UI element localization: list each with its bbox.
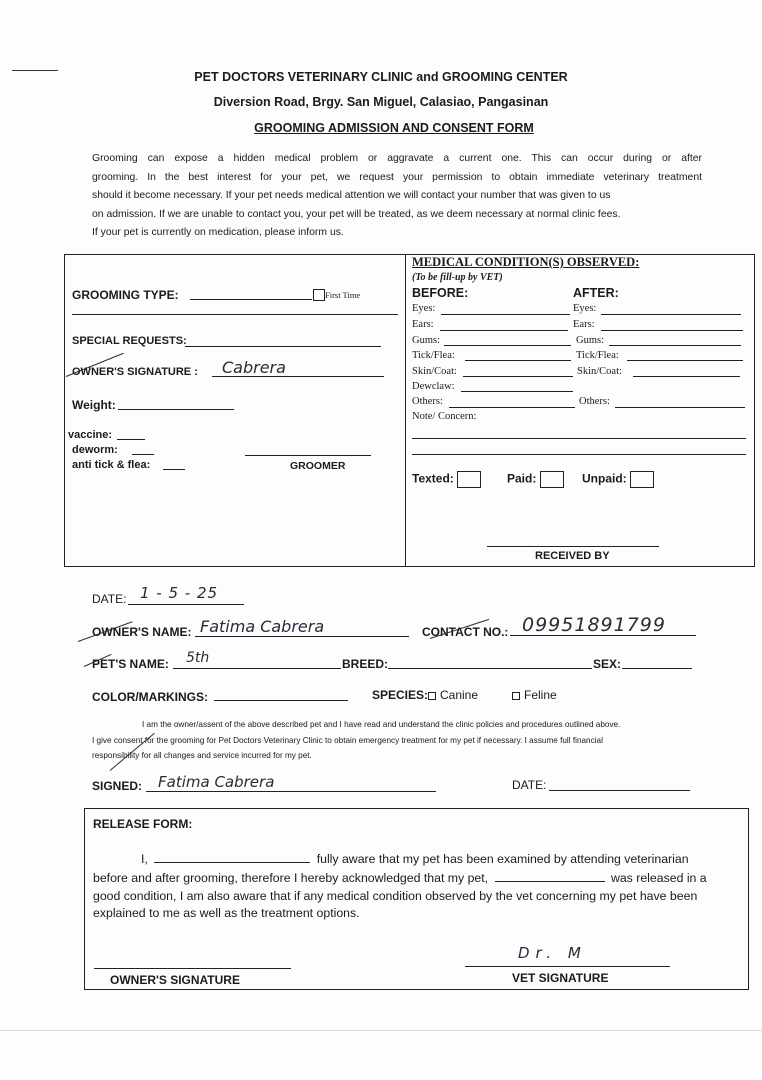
before-item: Tick/Flea: <box>412 350 455 361</box>
clinic-address: Diversion Road, Brgy. San Miguel, Calasiao, Pangasinan <box>213 95 549 109</box>
contact-field[interactable] <box>510 635 696 636</box>
intro-line: on admission. If we are unable to contact you, your pet will be treated, as we deem necessary at normal clinic fees. <box>92 208 621 220</box>
feline-label: Feline <box>524 688 557 702</box>
after-item: Skin/Coat: <box>577 366 622 377</box>
pet-name-value: 5th <box>186 650 210 666</box>
release-text: before and after grooming, therefore I hereby acknowledged that my pet, <box>93 870 489 885</box>
owner-signature-release-label: OWNER'S SIGNATURE <box>110 973 240 987</box>
vaccine-label: vaccine: <box>68 429 113 441</box>
after-tick-field[interactable] <box>627 360 743 361</box>
note-field-2[interactable] <box>412 454 746 455</box>
owner-name-field[interactable] <box>195 636 409 637</box>
before-item: Eyes: <box>412 303 436 314</box>
pet-name-label: PET'S NAME: <box>92 657 169 671</box>
grooming-type-field-2[interactable] <box>72 314 398 315</box>
vet-signature-label: VET SIGNATURE <box>512 971 609 985</box>
unpaid-checkbox[interactable] <box>630 471 654 488</box>
date-label: DATE: <box>92 592 127 606</box>
note-field-1[interactable] <box>412 438 746 439</box>
after-ears-field[interactable] <box>601 330 743 331</box>
signed-field[interactable] <box>146 791 436 792</box>
grooming-type-field[interactable] <box>190 299 312 300</box>
species-feline-option[interactable] <box>512 688 557 702</box>
vet-signature-value: Dr. M <box>518 944 587 962</box>
contact-label: CONTACT NO.: <box>422 625 509 639</box>
owner-name-label: OWNER'S NAME: <box>92 625 192 639</box>
release-text: fully aware that my pet has been examined by attending veterinarian <box>316 852 689 866</box>
weight-label: Weight: <box>72 398 116 412</box>
vaccine-field[interactable] <box>117 439 145 440</box>
vet-subtitle: (To be fill-up by VET) <box>412 272 503 283</box>
after-item: Ears: <box>573 319 595 330</box>
after-item: Eyes: <box>573 303 597 314</box>
unpaid-text: Unpaid: <box>582 471 627 486</box>
after-label: AFTER: <box>573 286 619 300</box>
texted-text: Texted: <box>412 471 454 486</box>
before-tick-field[interactable] <box>465 360 571 361</box>
contact-value: 09951891799 <box>522 614 666 636</box>
after-gums-field[interactable] <box>609 345 741 346</box>
texted-checkbox[interactable] <box>457 471 481 488</box>
anti-tick-field[interactable] <box>163 469 185 470</box>
scan-edge <box>0 1030 762 1031</box>
release-line: good condition, I am also aware that if any medical condition observed by the vet concerning my pet have been <box>93 888 698 903</box>
canine-label: Canine <box>440 688 479 702</box>
species-label: SPECIES: <box>372 688 429 702</box>
unpaid-label <box>582 471 654 488</box>
release-text: was released in a <box>610 870 707 885</box>
deworm-field[interactable] <box>132 454 154 455</box>
before-item: Gums: <box>412 335 441 346</box>
panel-divider <box>405 254 406 566</box>
release-line <box>93 850 743 869</box>
after-item: Tick/Flea: <box>576 350 619 361</box>
before-item: Ears: <box>412 319 434 330</box>
date-value: 1 - 5 - 25 <box>140 584 219 602</box>
breed-label: BREED: <box>342 657 389 671</box>
grooming-type-label: GROOMING TYPE: <box>72 288 179 302</box>
before-gums-field[interactable] <box>444 345 571 346</box>
first-time-checkbox[interactable] <box>313 289 325 301</box>
consent-line: I am the owner/assent of the above described pet and I have read and understand the clinic policies and procedures outlined above. <box>142 720 621 729</box>
release-pet-field[interactable] <box>495 869 605 882</box>
first-time-label: First Time <box>325 290 361 300</box>
pet-name-field[interactable] <box>173 668 341 669</box>
before-item: Dewclaw: <box>412 381 455 392</box>
canine-checkbox[interactable] <box>428 692 436 700</box>
breed-field[interactable] <box>388 668 592 669</box>
texted-label <box>412 471 481 488</box>
before-ears-field[interactable] <box>440 330 568 331</box>
intro-line: grooming. In the best interest for your pet, we request your permission to obtain immediate veterinary treatment <box>92 171 702 183</box>
sex-label: SEX: <box>593 657 622 671</box>
release-form-title: RELEASE FORM: <box>93 817 193 831</box>
signed-label: SIGNED: <box>92 779 143 793</box>
sex-field[interactable] <box>622 668 692 669</box>
note-label: Note/ Concern: <box>412 411 477 422</box>
before-label: BEFORE: <box>412 286 469 300</box>
release-line <box>93 869 743 888</box>
date-field[interactable] <box>128 604 244 605</box>
before-eyes-field[interactable] <box>441 314 570 315</box>
owner-signature-field[interactable] <box>212 376 384 377</box>
after-eyes-field[interactable] <box>601 314 741 315</box>
before-item: Skin/Coat: <box>412 366 457 377</box>
after-item: Others: <box>579 396 610 407</box>
deworm-label: deworm: <box>72 444 118 456</box>
paid-label <box>507 471 564 488</box>
received-by-label: RECEIVED BY <box>535 550 610 562</box>
weight-field[interactable] <box>118 409 234 410</box>
paid-text: Paid: <box>507 471 537 486</box>
color-markings-field[interactable] <box>214 700 348 701</box>
medical-condition-title: MEDICAL CONDITION(S) OBSERVED: <box>412 255 640 269</box>
consent-line: I give consent for the grooming for Pet Doctors Veterinary Clinic to obtain emergency treatment for my pet if necessary. I assume full financial <box>92 736 603 745</box>
after-item: Gums: <box>576 335 605 346</box>
owner-name-value: Fatima Cabrera <box>200 617 325 636</box>
special-requests-field[interactable] <box>185 346 381 347</box>
paid-checkbox[interactable] <box>540 471 564 488</box>
vet-signature-field[interactable] <box>465 966 670 967</box>
groomer-label: GROOMER <box>290 460 346 472</box>
before-skin-field[interactable] <box>463 376 573 377</box>
intro-line: should it become necessary. If your pet needs medical attention we will contact your number that was given to us <box>92 190 611 201</box>
groomer-signature-field[interactable] <box>245 455 371 456</box>
owner-signature-label: OWNER'S SIGNATURE : <box>72 366 198 378</box>
special-requests-label: SPECIAL REQUESTS: <box>72 335 187 347</box>
anti-tick-label: anti tick & flea: <box>72 459 151 471</box>
consent-line: responsibility for all changes and service incurred for my pet. <box>92 751 312 760</box>
signed-value: Fatima Cabrera <box>158 773 275 791</box>
intro-paragraph <box>92 150 702 243</box>
color-markings-label: COLOR/MARKINGS: <box>92 690 208 704</box>
clinic-name: PET DOCTORS VETERINARY CLINIC and GROOMING CENTER <box>194 70 568 84</box>
before-others-field[interactable] <box>449 407 575 408</box>
before-dewclaw-field[interactable] <box>461 391 573 392</box>
feline-checkbox[interactable] <box>512 692 520 700</box>
form-title: GROOMING ADMISSION AND CONSENT FORM <box>254 121 534 135</box>
release-name-field[interactable] <box>154 850 310 863</box>
intro-line: If your pet is currently on medication, please inform us. <box>92 227 344 238</box>
owner-signature-release-field[interactable] <box>94 968 291 969</box>
release-line: explained to me as well as the treatment options. <box>93 906 360 921</box>
before-item: Others: <box>412 396 443 407</box>
after-skin-field[interactable] <box>633 376 740 377</box>
owner-signature-value: Cabrera <box>222 358 286 377</box>
date2-label: DATE: <box>512 778 547 792</box>
release-i: I, <box>141 852 148 866</box>
species-canine-option[interactable] <box>428 688 478 702</box>
date2-field[interactable] <box>549 790 690 791</box>
intro-line: Grooming can expose a hidden medical problem or aggravate a current one. This can occur during or after <box>92 153 702 164</box>
received-by-field[interactable] <box>487 546 659 547</box>
release-paragraph <box>93 850 743 923</box>
after-others-field[interactable] <box>615 407 745 408</box>
